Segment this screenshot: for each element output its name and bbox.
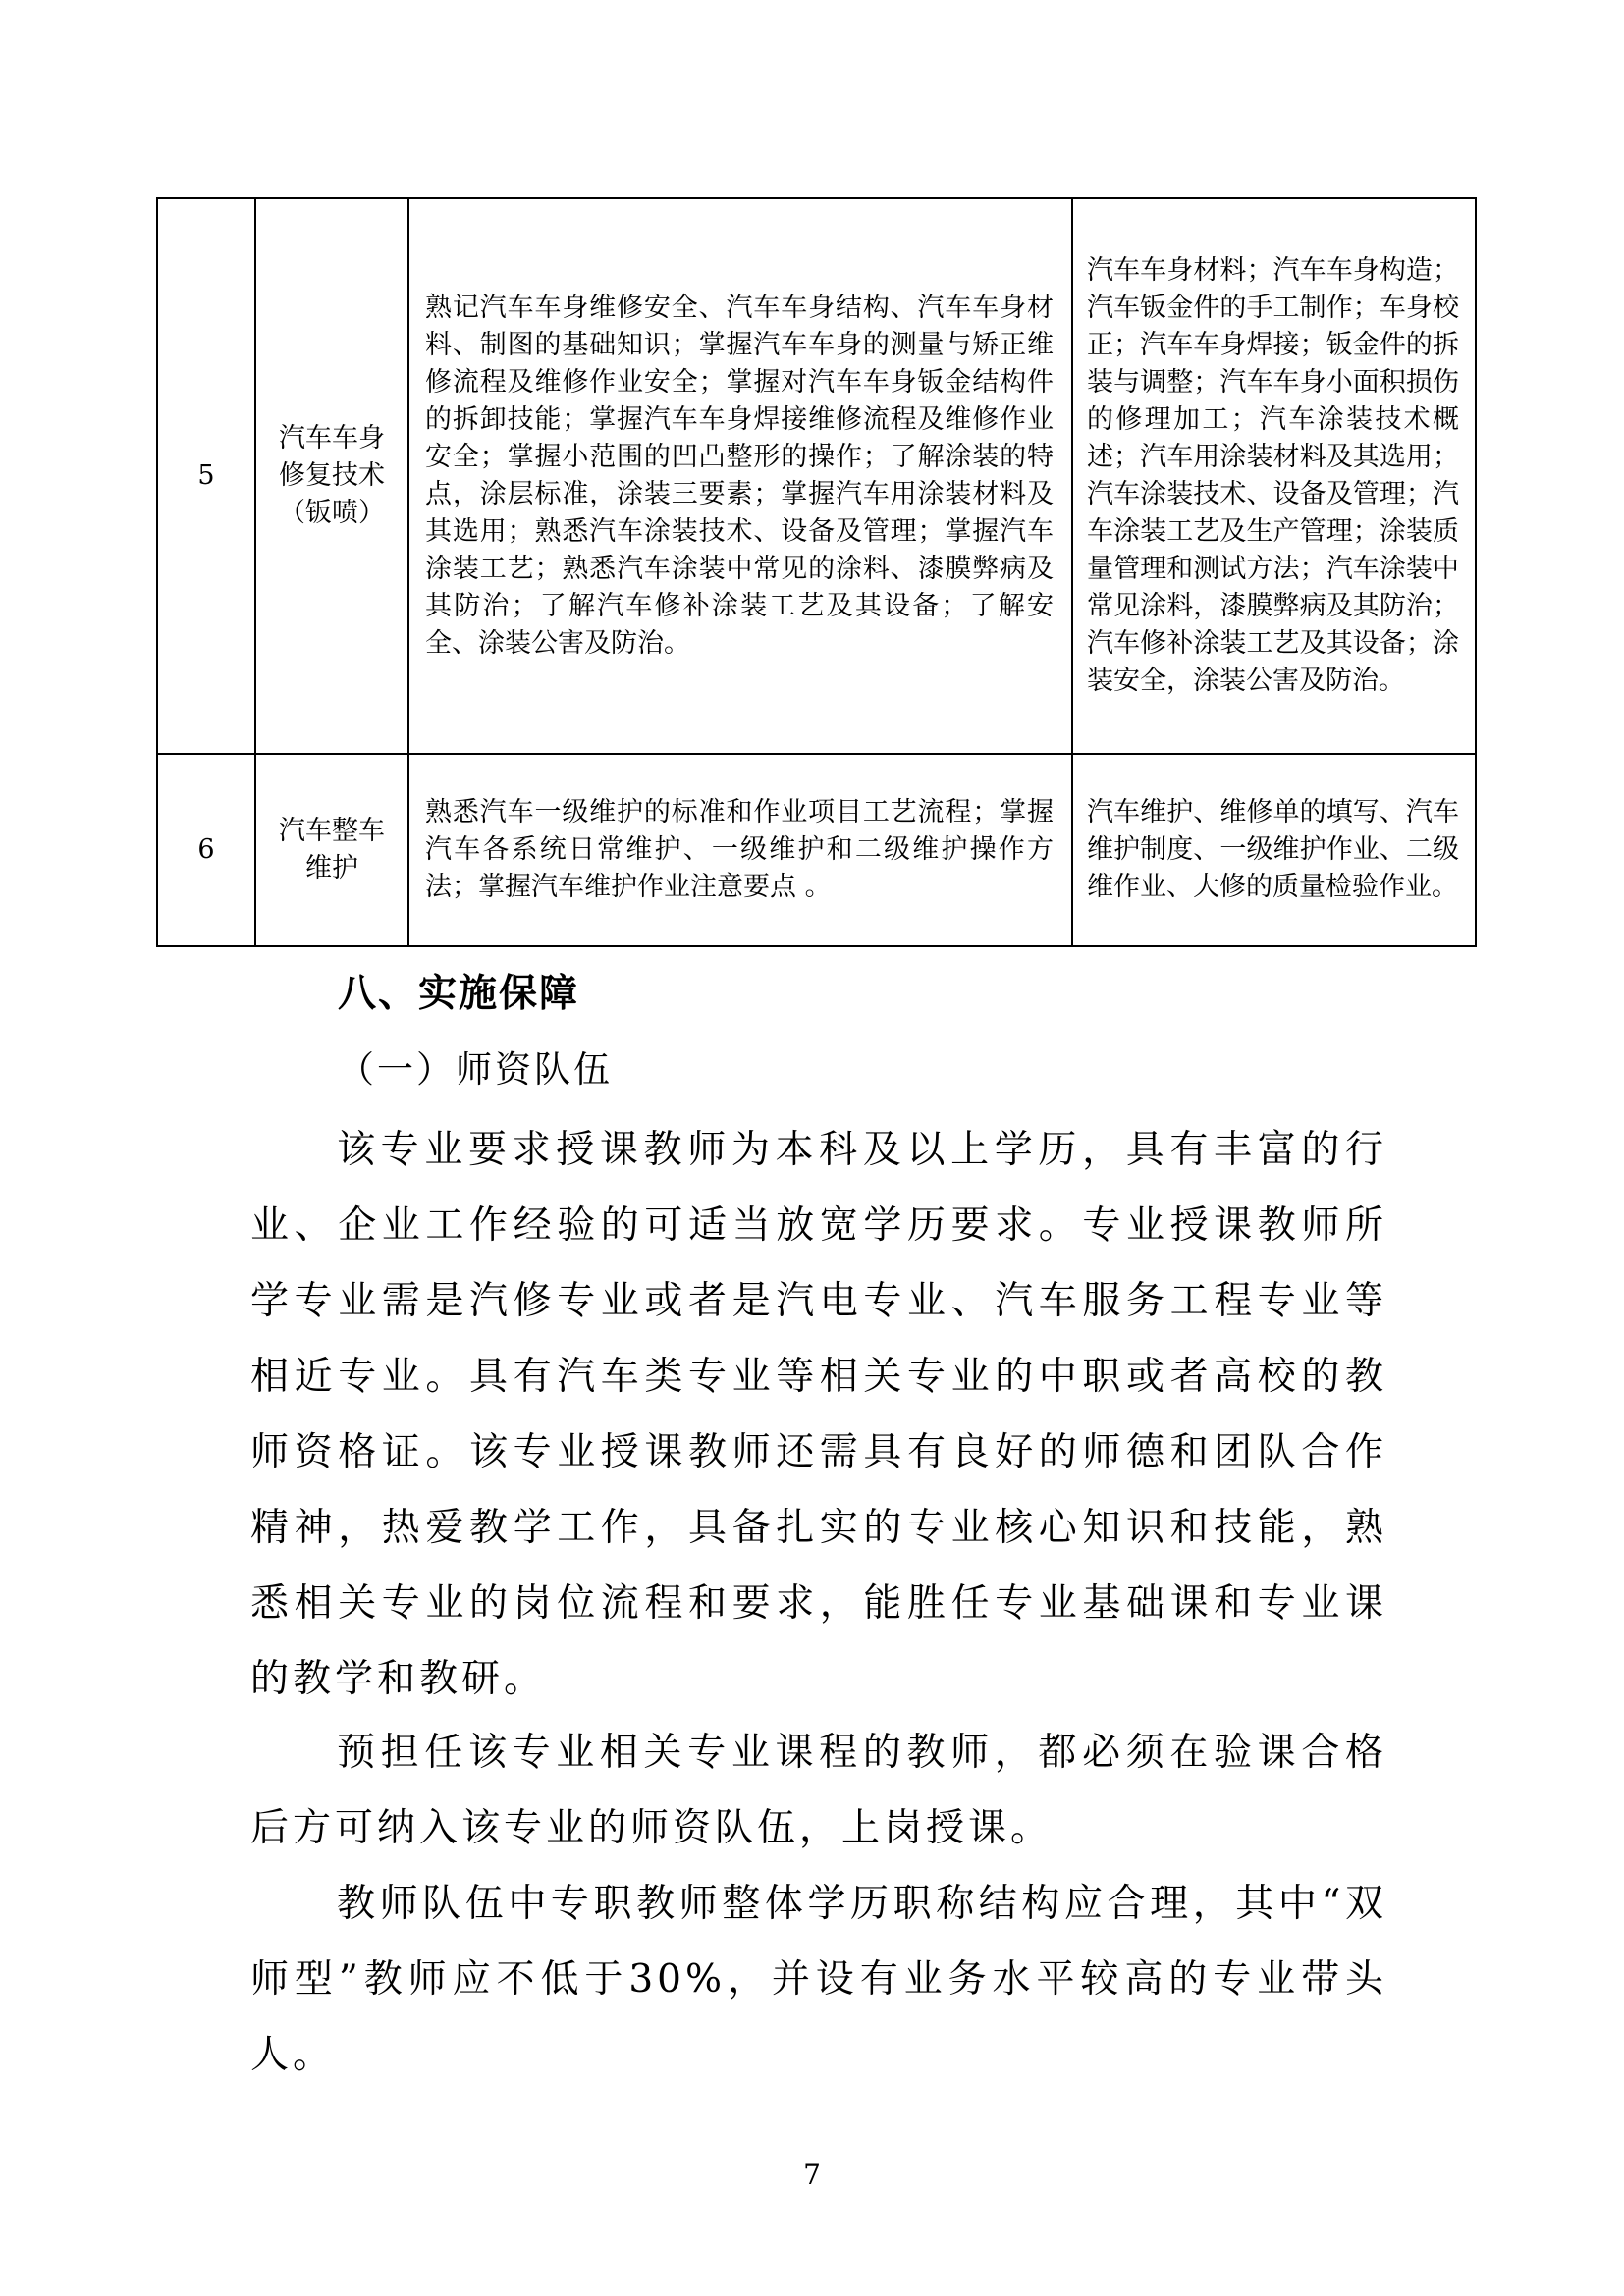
course-name: 汽车整车维护 xyxy=(255,754,408,946)
section-heading: 八、实施保障 xyxy=(338,972,580,1016)
course-content: 汽车车身材料；汽车车身构造；汽车钣金件的手工制作；车身校正；汽车车身焊接；钣金件的拆装与调整；汽车车身小面积损伤的修理加工；汽车涂装技术概述；汽车用涂装材料及其选用；汽车涂装技术、设备及管理；汽车涂装工艺及生产管理；涂装质量管理和测试方法；汽车涂装中常见涂料，漆膜弊病及其防治；汽车修补涂装工艺及其设备；涂装安全，涂装公害及防治。 xyxy=(1072,198,1476,754)
body-paragraph: 教师队伍中专职教师整体学历职称结构应合理，其中“双师型”教师应不低于30%，并设有业务水平较高的专业带头人。 xyxy=(250,1882,1387,2077)
subsection-heading: （一）师资队伍 xyxy=(338,1048,613,1091)
body-paragraph: 该专业要求授课教师为本科及以上学历，具有丰富的行业、企业工作经验的可适当放宽学历要求。专业授课教师所学专业需是汽修专业或者是汽电专业、汽车服务工程专业等相近专业。具有汽车类专业等相关专业的中职或者高校的教师资格证。该专业授课教师还需具有良好的师德和团队合作精神，热爱教学工作，具备扎实的专业核心知识和技能，熟悉相关专业的岗位流程和要求，能胜任专业基础课和专业课的教学和教研。 xyxy=(250,1128,1387,1701)
course-objectives: 熟记汽车车身维修安全、汽车车身结构、汽车车身材料、制图的基础知识；掌握汽车车身的测量与矫正维修流程及维修作业安全；掌握对汽车车身钣金结构件的拆卸技能；掌握汽车车身焊接维修流程及维修作业安全；掌握小范围的凹凸整形的操作；了解涂装的特点，涂层标准，涂装三要素；掌握汽车用涂装材料及其选用；熟悉汽车涂装技术、设备及管理；掌握汽车涂装工艺；熟悉汽车涂装中常见的涂料、漆膜弊病及其防治；了解汽车修补涂装工艺及其设备；了解安全、涂装公害及防治。 xyxy=(408,198,1072,754)
page-number: 7 xyxy=(803,2159,821,2191)
row-number: 6 xyxy=(157,754,255,946)
table-row xyxy=(157,198,1476,754)
table-row xyxy=(157,754,1476,946)
body-paragraph: 预担任该专业相关专业课程的教师，都必须在验课合格后方可纳入该专业的师资队伍，上岗授课。 xyxy=(250,1731,1387,1850)
row-number: 5 xyxy=(157,198,255,754)
course-name: 汽车车身修复技术（钣喷） xyxy=(255,198,408,754)
course-table xyxy=(156,197,1477,947)
course-objectives: 熟悉汽车一级维护的标准和作业项目工艺流程；掌握汽车各系统日常维护、一级维护和二级维护操作方法；掌握汽车维护作业注意要点 。 xyxy=(408,754,1072,946)
course-content: 汽车维护、维修单的填写、汽车维护制度、一级维护作业、二级维作业、大修的质量检验作业。 xyxy=(1072,754,1476,946)
